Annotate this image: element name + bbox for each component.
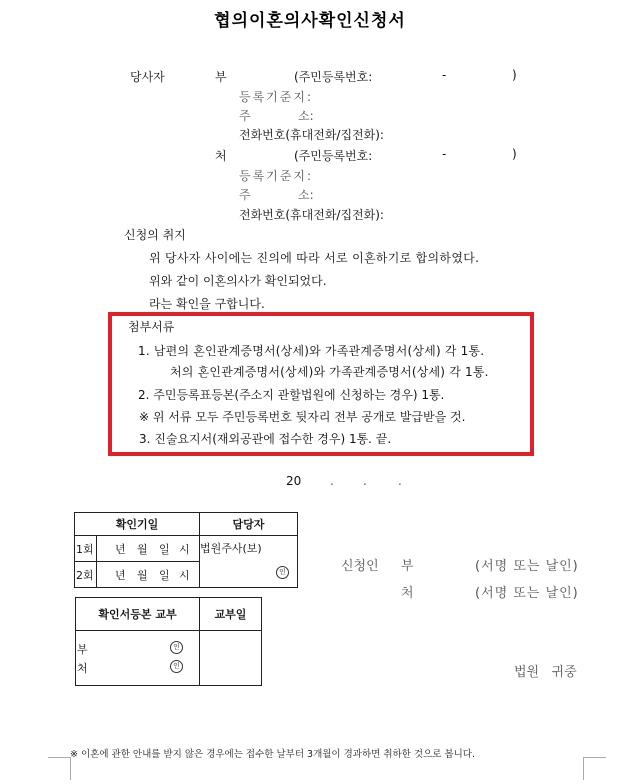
attachment-item: 처의 혼인관계증명서(상세)와 가족관계증명서(상세) 각 1통. [170,365,489,379]
husband-registry-label: 등록기준지: [239,90,314,104]
copy-issue-table [75,597,262,686]
page-corner-marker-right [583,757,606,780]
seal-icon: 인 [276,566,289,579]
husband-phone-label: 전화번호(휴대전화/집전화): [239,128,384,142]
husband-sign-text: (서명 또는 날인) [475,559,579,574]
officer-cell [200,536,298,588]
wife-phone-label: 전화번호(휴대전화/집전화): [239,208,384,222]
footer-note: ※ 이혼에 관한 안내를 받지 않은 경우에는 접수한 날부터 3개월이 경과하면 취하한 것으로 봅니다. [70,749,476,760]
copy-date-header: 교부일 [200,598,262,631]
confirm-date-table [74,512,298,588]
attachment-note: ※ 위 서류 모두 주민등록번호 뒷자리 전부 공개로 발급받을 것. [139,410,466,424]
seal-icon: 인 [170,641,183,654]
officer-title: 법원주사(보) [200,542,262,555]
round-label: 1회 [75,536,97,562]
copy-role: 처 [77,662,88,675]
purpose-heading: 신청의 취지 [124,228,186,242]
purpose-line: 위와 같이 이혼의사가 확인되었다. [149,274,327,288]
officer-header: 담당자 [200,513,298,536]
husband-role: 부 [215,70,227,84]
attachments-heading: 첨부서류 [128,320,175,334]
purpose-line: 라는 확인을 구합니다. [149,297,265,311]
date-dot: . [330,474,334,488]
wife-sign-text: (서명 또는 날인) [475,586,579,601]
applicant-wife-role: 처 [401,586,414,601]
copy-recipients-cell [76,631,200,686]
husband-address-label-1: 주 [239,109,251,123]
attachment-item: 3. 진술요지서(재외공관에 접수한 경우) 1통. 끝. [139,432,392,446]
husband-resident-no-label: (주민등록번호: [294,70,373,84]
document-title: 협의이혼의사확인신청서 [214,11,406,31]
round-label: 2회 [75,562,97,588]
confirm-date-header: 확인기일 [75,513,200,536]
copy-date-cell [200,631,262,686]
confirm-date-fields: 년 월 일 시 [97,562,200,588]
page-corner-marker-left [48,757,71,780]
wife-role: 처 [215,149,227,163]
husband-address-label-2: 소: [298,109,314,123]
parties-label: 당사자 [130,70,165,84]
husband-resident-no-sep: - [442,68,447,82]
date-dot: . [363,474,367,488]
purpose-line: 위 당사자 사이에는 진의에 따라 서로 이혼하기로 합의하였다. [149,251,480,265]
wife-address-label-1: 주 [239,188,251,202]
husband-resident-no-close: ) [512,68,517,82]
copy-issue-header: 확인서등본 교부 [76,598,200,631]
applicant-husband-role: 부 [401,559,414,574]
copy-role: 부 [77,643,88,656]
wife-resident-no-sep: - [442,147,447,161]
wife-address-label-2: 소: [298,188,314,202]
date-year-prefix: 20 [286,474,302,488]
confirm-date-fields: 년 월 일 시 [97,536,200,562]
wife-registry-label: 등록기준지: [239,169,314,183]
applicant-label: 신청인 [341,559,379,574]
date-dot: . [398,474,402,488]
seal-icon: 인 [170,660,183,673]
wife-resident-no-label: (주민등록번호: [294,149,373,163]
court-addressee: 법원 귀중 [514,665,577,680]
wife-resident-no-close: ) [512,147,517,161]
attachment-item: 2. 주민등록표등본(주소지 관할법원에 신청하는 경우) 1통. [138,388,445,402]
attachment-item: 1. 남편의 혼인관계증명서(상세)와 가족관계증명서(상세) 각 1통. [138,344,485,358]
